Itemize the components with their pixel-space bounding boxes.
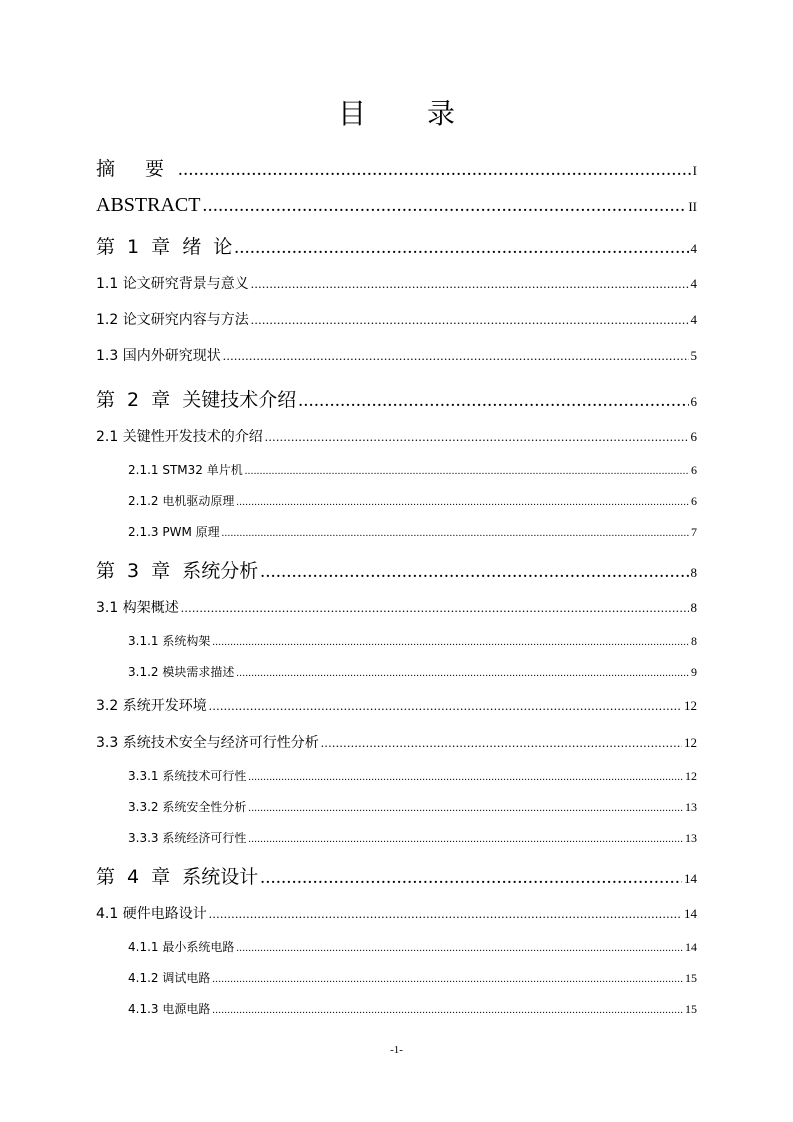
toc-entry-label: 2.1.3 PWM 原理 [128,525,220,539]
toc-page-number: 9 [691,665,697,679]
toc-leader-dots [321,735,682,751]
toc-page-number: 4 [690,241,697,256]
toc-page-number: 8 [691,634,697,648]
toc-entry-label: 3.3 系统技术安全与经济可行性分析 [96,735,319,751]
toc-page-number: 13 [685,831,697,845]
toc-leader-dots [222,528,689,539]
toc-page-number: 14 [684,906,697,921]
toc-entry-chapter-3[interactable] [96,556,697,582]
toc-page-number: 12 [685,769,697,783]
page-number-footer: -1- [390,1044,403,1056]
toc-leader-dots [248,834,683,845]
toc-entry-3-3-3[interactable] [128,829,697,847]
toc-leader-dots [236,943,683,954]
toc-leader-dots [298,390,688,412]
toc-entry-label: 第 3 章 系统分析 [96,560,259,582]
toc-leader-dots [236,668,689,679]
toc-entry-3-3[interactable] [96,732,697,754]
toc-entry-2-1-1[interactable] [128,461,697,479]
toc-entry-2-1[interactable] [96,426,697,448]
toc-leader-dots [181,600,689,616]
toc-entry-1-1[interactable] [96,273,697,295]
toc-page-number: 15 [685,1002,697,1016]
toc-entry-label: 第 4 章 系统设计 [96,866,259,888]
toc-page-number: 8 [690,565,697,580]
toc-entry-label: 4.1.1 最小系统电路 [128,940,235,954]
toc-entry-3-2[interactable] [96,695,697,717]
toc-entry-label: 3.2 系统开发环境 [96,698,207,714]
toc-entry-label: 2.1.2 电机驱动原理 [128,494,235,508]
toc-leader-dots [265,429,689,445]
toc-entry-label: 2.1.1 STM32 单片机 [128,463,243,477]
toc-entry-label: 第 2 章 关键技术介绍 [96,389,297,411]
toc-leader-dots [202,195,686,217]
toc-leader-dots [212,1005,683,1016]
toc-entry-label: ABSTRACT [96,194,201,216]
toc-page-number: 14 [684,871,697,886]
toc-entry-4-1-1[interactable] [128,938,697,956]
toc-entry-1-2[interactable] [96,309,697,331]
toc-entry-label: 3.1.2 模块需求描述 [128,665,235,679]
toc-entry-label: 3.3.1 系统技术可行性 [128,769,247,783]
toc-entry-label: 3.1.1 系统构架 [128,634,211,648]
toc-entry-label: 3.3.2 系统安全性分析 [128,800,247,814]
toc-page-number: 8 [690,600,697,615]
toc-page-number: 6 [691,463,697,477]
toc-page-number: 5 [690,348,697,363]
toc-entry-label: 1.3 国内外研究现状 [96,348,221,364]
toc-page-number: 6 [690,394,697,409]
toc-entry-chapter-2[interactable] [96,385,697,411]
toc-leader-dots [260,867,682,889]
toc-entry-3-1-1[interactable] [128,632,697,650]
toc-page-number: 12 [684,735,697,750]
toc-page-number: 6 [690,429,697,444]
toc-entry-3-3-1[interactable] [128,767,697,785]
toc-entry-label: 4.1.2 调试电路 [128,971,211,985]
toc-leader-dots [223,348,689,364]
toc-leader-dots [209,906,682,922]
toc-entry-abstract-cn[interactable] [96,154,697,180]
toc-leader-dots [251,312,689,328]
toc-entry-4-1-2[interactable] [128,969,697,987]
toc-leader-dots [212,974,683,985]
toc-entry-label: 4.1.3 电源电路 [128,1002,211,1016]
toc-leader-dots [209,698,682,714]
toc-entry-1-3[interactable] [96,345,697,367]
toc-page-number: 7 [691,525,697,539]
toc-leader-dots [212,637,689,648]
toc-entry-label: 摘 要 [96,158,177,180]
toc-entry-4-1[interactable] [96,903,697,925]
toc-leader-dots [245,466,689,477]
toc-entry-label: 3.1 构架概述 [96,600,179,616]
toc-entry-label: 1.1 论文研究背景与意义 [96,276,249,292]
toc-entry-label: 3.3.3 系统经济可行性 [128,831,247,845]
toc-page-number: I [692,163,697,178]
toc-entry-3-3-2[interactable] [128,798,697,816]
toc-page-number: 15 [685,971,697,985]
toc-entry-label: 第 1 章 绪 论 [96,236,233,258]
page-title: 目 录 [338,97,481,130]
toc-page-number: 4 [690,312,697,327]
toc-entry-3-1[interactable] [96,597,697,619]
toc-leader-dots [251,276,689,292]
toc-leader-dots [248,803,683,814]
toc-page-number: 4 [690,276,697,291]
toc-page-number: 14 [685,940,697,954]
toc-entry-label: 4.1 硬件电路设计 [96,906,207,922]
toc-entry-2-1-3[interactable] [128,523,697,541]
toc-page-number: 6 [691,494,697,508]
toc-leader-dots [236,497,689,508]
toc-page-number: II [688,199,697,214]
toc-leader-dots [234,237,688,259]
toc-entry-chapter-1[interactable] [96,232,697,258]
toc-entry-2-1-2[interactable] [128,492,697,510]
toc-entry-label: 2.1 关键性开发技术的介绍 [96,429,263,445]
toc-entry-3-1-2[interactable] [128,663,697,681]
toc-entry-chapter-4[interactable] [96,862,697,888]
toc-leader-dots [248,772,683,783]
toc-page-number: 13 [685,800,697,814]
toc-entry-4-1-3[interactable] [128,1000,697,1018]
toc-entry-label: 1.2 论文研究内容与方法 [96,312,249,328]
toc-page-number: 12 [684,698,697,713]
toc-leader-dots [178,159,691,181]
toc-entry-abstract-en[interactable] [96,194,697,220]
toc-leader-dots [260,561,688,583]
